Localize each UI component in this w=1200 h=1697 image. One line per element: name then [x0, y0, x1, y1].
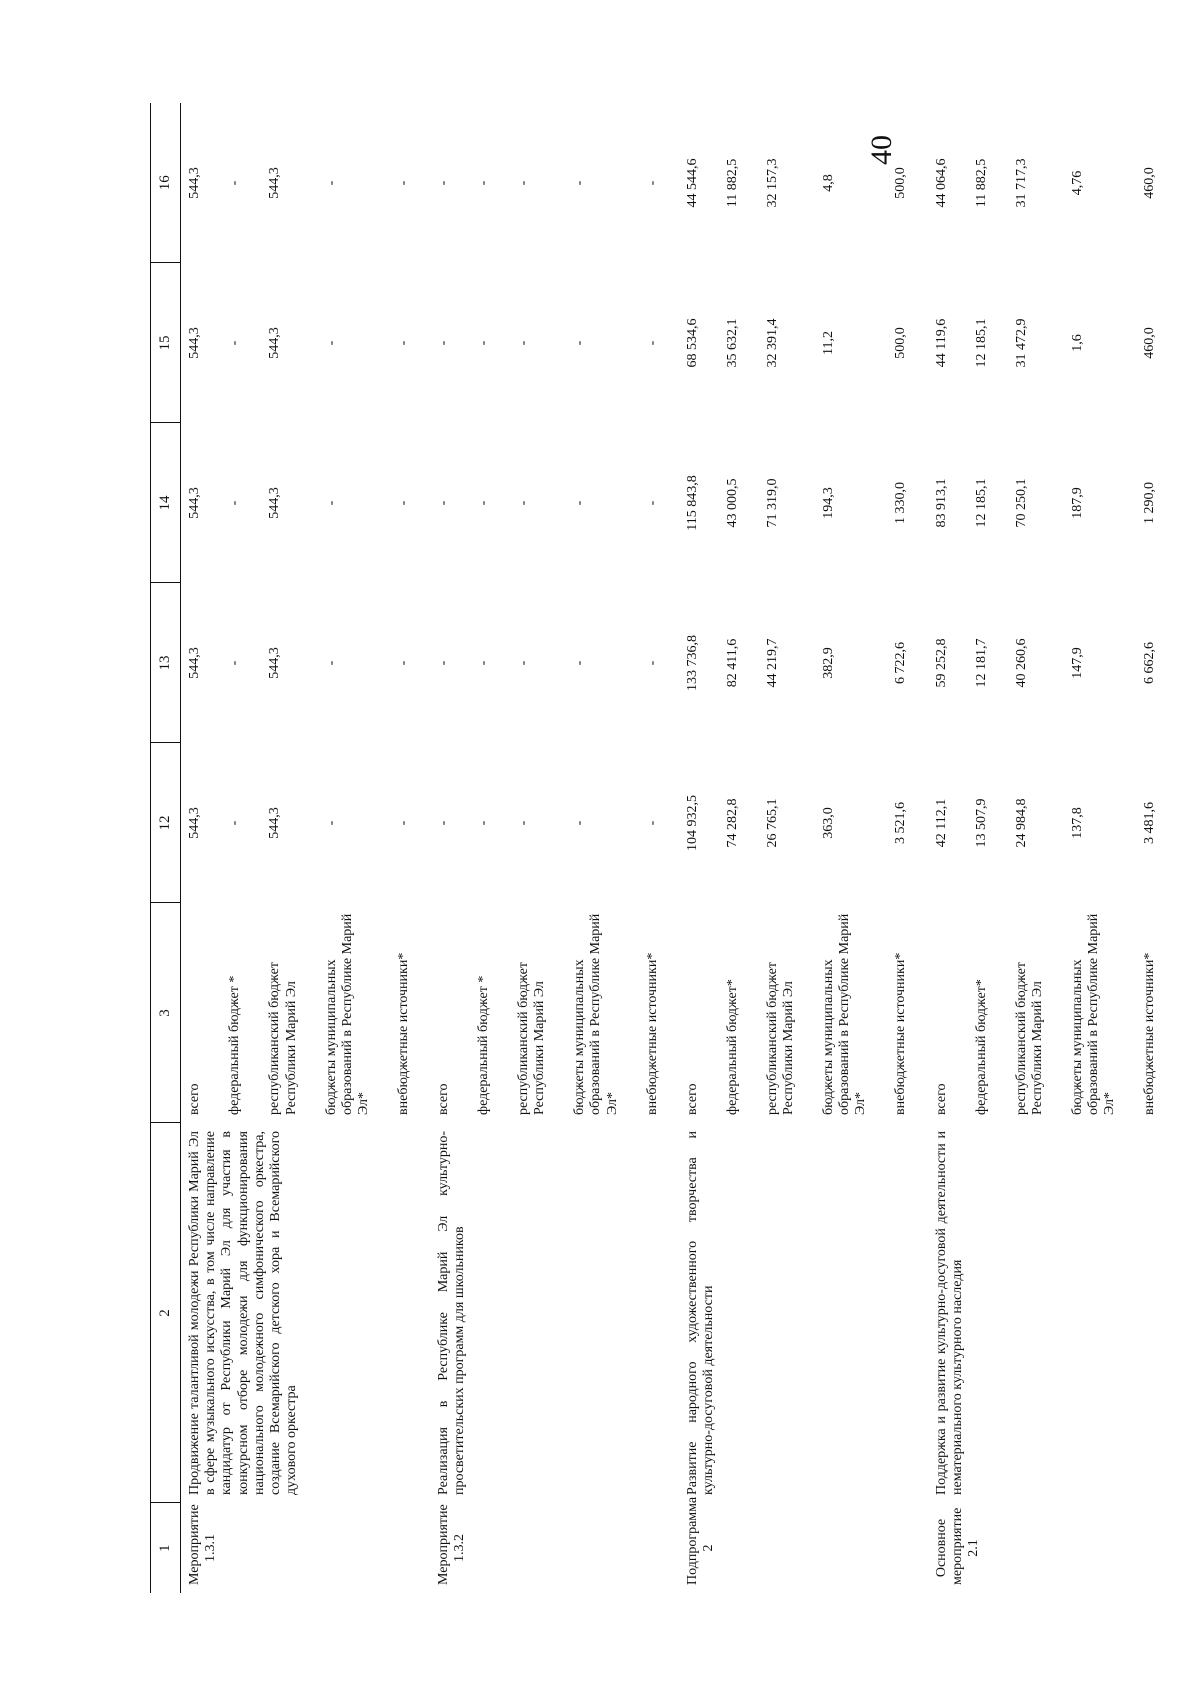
amount-cell: -	[572, 340, 588, 346]
amount-cell: 544,3	[267, 167, 283, 199]
amount-cell: -	[572, 660, 588, 666]
amount-cell: -	[395, 820, 411, 826]
amount-cell: 544,3	[187, 167, 203, 199]
amount-cell: 12 185,1	[973, 478, 989, 528]
table-group	[679, 103, 928, 1593]
amount-cell: 4,8	[821, 174, 837, 192]
amount-cell: -	[323, 340, 339, 346]
amount-cell: 24 984,8	[1013, 798, 1029, 848]
funding-source: бюджеты муниципальных образований в Республике Марий Эл*	[821, 913, 869, 1115]
amount-cell: 68 534,6	[684, 318, 700, 368]
funding-source: федеральный бюджет*	[973, 979, 989, 1115]
amount-cell: 544,3	[187, 647, 203, 679]
funding-source: федеральный бюджет *	[476, 975, 492, 1115]
amount-cell: -	[644, 180, 660, 186]
column-header: 3	[151, 903, 181, 1123]
amount-cell: -	[516, 180, 532, 186]
amount-cell: 3 481,6	[1142, 802, 1158, 844]
amount-cell: -	[476, 660, 492, 666]
amount-cell: 11 882,5	[973, 158, 989, 208]
amount-cell: 32 391,4	[764, 318, 780, 368]
funding-source: федеральный бюджет*	[724, 979, 740, 1115]
funding-source: всего	[187, 1083, 203, 1115]
table-row	[430, 103, 470, 1593]
amount-cell: 11,2	[821, 331, 837, 355]
amount-cell: -	[644, 820, 660, 826]
column-header: 16	[151, 103, 181, 263]
amount-cell: 104 932,5	[684, 795, 700, 851]
amount-cell: 70 250,1	[1013, 478, 1029, 528]
amount-cell: -	[227, 820, 243, 826]
funding-source: внебюджетные источники*	[395, 952, 411, 1115]
amount-cell: 6 722,6	[893, 642, 909, 684]
item-name: Реализация в Республике Марий Эл культурно-просветительских программ для школьников	[436, 1131, 468, 1495]
amount-cell: -	[323, 820, 339, 826]
item-code: Мероприятие 1.3.2	[436, 1504, 468, 1585]
amount-cell: -	[436, 820, 451, 826]
amount-cell: 544,3	[187, 327, 203, 359]
amount-cell: -	[227, 500, 243, 506]
amount-cell: -	[644, 660, 660, 666]
budget-table	[150, 103, 1176, 1593]
amount-cell: 460,0	[1142, 327, 1158, 359]
amount-cell: -	[395, 660, 411, 666]
funding-source: всего	[684, 1083, 700, 1115]
amount-cell: 13 507,9	[973, 798, 989, 848]
amount-cell: 32 157,3	[764, 158, 780, 208]
column-header: 13	[151, 583, 181, 743]
table-row	[928, 103, 968, 1593]
amount-cell: -	[516, 820, 532, 826]
amount-cell: 43 000,5	[724, 478, 740, 528]
funding-source: внебюджетные источники*	[893, 952, 909, 1115]
funding-source: всего	[436, 1083, 451, 1115]
amount-cell: 31 472,9	[1013, 318, 1029, 368]
amount-cell: -	[395, 500, 411, 506]
funding-source: республиканский бюджет Республики Марий Эл	[516, 962, 548, 1115]
amount-cell: -	[436, 340, 451, 346]
column-header: 1	[151, 1503, 181, 1593]
amount-cell: -	[644, 500, 660, 506]
amount-cell: 1 290,0	[1142, 482, 1158, 524]
table-row	[181, 103, 222, 1593]
funding-source: бюджеты муниципальных образований в Республике Марий Эл*	[572, 913, 620, 1115]
column-header: 15	[151, 263, 181, 423]
item-name: Продвижение талантливой молодежи Республики Марий Эл в сфере музыкального искусства, в том числе направление кандидатур от Республики Марий Эл для участия в конкурсном отборе молодежи для функционирования национального молодежного симфонического оркестра, создание Всемарийского детского хора и Всемарийского духового оркестра	[187, 1131, 299, 1495]
amount-cell: 363,0	[821, 807, 837, 839]
amount-cell: 59 252,8	[933, 638, 949, 688]
funding-source: республиканский бюджет Республики Марий Эл	[267, 962, 299, 1115]
amount-cell: 44 219,7	[764, 638, 780, 688]
amount-cell: 4,76	[1069, 170, 1085, 196]
amount-cell: -	[395, 340, 411, 346]
amount-cell: 500,0	[893, 327, 909, 359]
item-code: Основное мероприятие 2.1	[933, 1507, 981, 1585]
column-header: 2	[151, 1123, 181, 1503]
amount-cell: -	[644, 340, 660, 346]
amount-cell: 40 260,6	[1013, 638, 1029, 688]
amount-cell: 544,3	[267, 327, 283, 359]
amount-cell: -	[476, 500, 492, 506]
amount-cell: 544,3	[267, 647, 283, 679]
amount-cell: -	[436, 660, 451, 666]
amount-cell: 115 843,8	[684, 475, 700, 531]
table-row	[679, 103, 719, 1593]
amount-cell: 137,8	[1069, 807, 1085, 839]
amount-cell: -	[227, 340, 243, 346]
amount-cell: 187,9	[1069, 487, 1085, 519]
amount-cell: 44 119,6	[933, 318, 949, 368]
table-header	[151, 103, 181, 1593]
amount-cell: 26 765,1	[764, 798, 780, 848]
amount-cell: 3 521,6	[893, 802, 909, 844]
amount-cell: -	[516, 660, 532, 666]
amount-cell: -	[227, 180, 243, 186]
item-name: Поддержка и развитие культурно-досуговой деятельности и нематериального культурного наследия	[933, 1131, 965, 1495]
funding-source: республиканский бюджет Республики Марий Эл	[1013, 962, 1045, 1115]
item-code: Мероприятие 1.3.1	[187, 1504, 219, 1585]
amount-cell: -	[436, 500, 451, 506]
page-number: 40	[865, 135, 898, 165]
amount-cell: 500,0	[893, 167, 909, 199]
amount-cell: -	[395, 180, 411, 186]
amount-cell: -	[572, 820, 588, 826]
amount-cell: -	[323, 660, 339, 666]
amount-cell: 82 411,6	[724, 638, 740, 688]
amount-cell: -	[476, 180, 492, 186]
funding-source: республиканский бюджет Республики Марий Эл	[764, 962, 797, 1115]
amount-cell: -	[323, 500, 339, 506]
amount-cell: -	[516, 500, 532, 506]
funding-source: внебюджетные источники*	[644, 952, 660, 1115]
amount-cell: -	[227, 660, 243, 666]
amount-cell: 11 882,5	[724, 158, 740, 208]
amount-cell: 74 282,8	[724, 798, 740, 848]
table-group	[181, 103, 430, 1593]
amount-cell: 71 319,0	[764, 478, 780, 528]
funding-source: бюджеты муниципальных образований в Республике Марий Эл*	[323, 913, 371, 1115]
table-group	[928, 103, 1177, 1593]
funding-source: бюджеты муниципальных образований в Республике Марий Эл*	[1069, 913, 1118, 1115]
column-header: 14	[151, 423, 181, 583]
amount-cell: 1 330,0	[893, 482, 909, 524]
rotated-table-container	[150, 103, 1158, 1593]
amount-cell: -	[323, 180, 339, 186]
amount-cell: 42 112,1	[933, 798, 949, 848]
table-group	[430, 103, 679, 1593]
amount-cell: -	[572, 180, 588, 186]
amount-cell: 44 544,6	[684, 158, 700, 208]
amount-cell: 31 717,3	[1013, 158, 1029, 208]
amount-cell: -	[476, 340, 492, 346]
amount-cell: 194,3	[821, 487, 837, 519]
amount-cell: 544,3	[267, 807, 283, 839]
amount-cell: 460,0	[1142, 167, 1158, 199]
item-code: Подпрограмма 2	[684, 1496, 716, 1585]
header-row	[151, 103, 181, 1593]
column-header: 12	[151, 743, 181, 903]
funding-source: федеральный бюджет *	[227, 975, 243, 1115]
amount-cell: 1,6	[1069, 334, 1085, 352]
amount-cell: -	[516, 340, 532, 346]
amount-cell: 83 913,1	[933, 478, 949, 528]
amount-cell: 44 064,6	[933, 158, 949, 208]
funding-source: внебюджетные источники*	[1142, 952, 1158, 1115]
amount-cell: 382,9	[821, 647, 837, 679]
amount-cell: -	[476, 820, 492, 826]
amount-cell: 544,3	[267, 487, 283, 519]
amount-cell: 35 632,1	[724, 318, 740, 368]
amount-cell: 544,3	[187, 807, 203, 839]
funding-source: всего	[933, 1083, 949, 1115]
amount-cell: 544,3	[187, 487, 203, 519]
amount-cell: -	[572, 500, 588, 506]
amount-cell: 147,9	[1069, 647, 1085, 679]
item-name: Развитие народного художественного творчества и культурно-досуговой деятельности	[684, 1131, 716, 1495]
amount-cell: 133 736,8	[684, 635, 700, 691]
amount-cell: 12 185,1	[973, 318, 989, 368]
amount-cell: 12 181,7	[973, 638, 989, 688]
amount-cell: -	[436, 180, 451, 186]
amount-cell: 6 662,6	[1142, 642, 1158, 684]
